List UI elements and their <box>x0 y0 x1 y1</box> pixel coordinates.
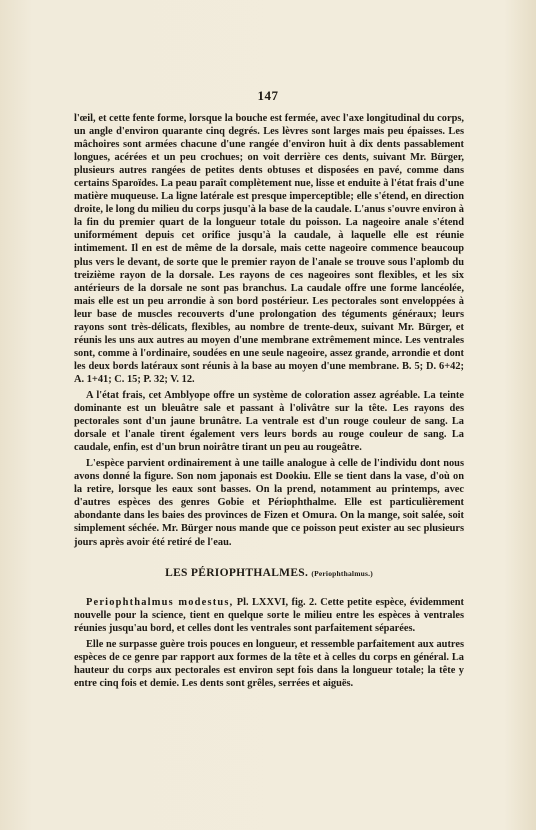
species-name: Periophthalmus modestus, <box>86 596 234 608</box>
section-heading-main: LES PÉRIOPHTHALMES. <box>165 566 309 579</box>
paragraph-species <box>74 596 464 635</box>
page-number: 147 <box>257 88 279 103</box>
paragraph-dimensions: Elle ne surpasse guère trois pouces en longueur, et ressemble parfaitement aux autres espèces de ce genre par rapport aux formes de la tête et à celles du corps en général. La hauteur du corps aux pectorales est environ sept fois dans la longueur totale; la tête y entre cinq fois et demie. Les dents sont grêles, serrées et aiguës. <box>74 638 464 689</box>
species-text: Pl. LXXVI, fig. 2. Cette petite espèce, évidemment nouvelle pour la science, tient en quelque sorte le milieu entre les espèces à ventrales réunies jusqu'au bord, et celles dont les ventrales sont parfaitement séparées. <box>74 596 464 634</box>
section-heading-latin: (Periophthalmus.) <box>311 568 373 578</box>
paragraph-description: l'œil, et cette fente forme, lorsque la bouche est fermée, avec l'axe longitudinal du corps, un angle d'environ quarante cinq degrés. Les lèvres sont larges mais peu épaisses. Les mâchoires sont armées chacune d'une rangée d'environ huit à dix dents passablement longues, acérées et un peu crochues; on voit derrière ces dents, suivant Mr. Bürger, plusieurs autres rangées de petites dents obtuses et disposées en pavé, comme dans certains Sparoïdes. La peau paraît complètement nue, lisse et enduite à l'état frais d'une matière muqueuse. La ligne latérale est presque imperceptible; elle s'étend, en direction droite, le long du milieu du corps jusqu'à la base de la caudale. L'anus s'ouvre environ à la fin du premier quart de la longueur totale du poisson. La nageoire anale s'étend uniformément depuis cet orifice jusqu'à la caudale, à laquelle elle est réunie intimement. Il en est de même de la dorsale, mais cette nageoire commence beaucoup plus vers le devant, de sorte que le premier rayon de l'anale se trouve sous l'aplomb du treizième rayon de la dorsale. Les rayons de ces nageoires sont flexibles, et les six antérieurs de la dorsale ne sont pas branchus. La caudale offre une forme lancéolée, mais elle est un peu arrondie à son bord postérieur. Les pectorales sont enveloppées à leur base de muscles recouverts d'une prolongation des téguments généraux; leurs rayons sont très-délicats, flexibles, au nombre de trente-deux, suivant Mr. Bürger, et réunis les uns aux autres au moyen d'une membrane extrêmement mince. Les ventrales sont, comme à l'ordinaire, soudées en une seule nageoire, assez grande, arrondie et dont les deux bords latéraux sont réunis à la base au moyen d'une membrane. B. 5; D. 6+42; A. 1+41; C. 15; P. 32; V. 12. <box>74 113 464 385</box>
paragraph-coloration: A l'état frais, cet Amblyope offre un système de coloration assez agréable. La teinte dominante est un bleuâtre sale et passant à l'olivâtre sur la tête. Les rayons des pectorales sont d'un jaune brunâtre. La ventrale est d'un rouge couleur de sang. La dorsale et l'anale tirent également vers leurs bords au rouge couleur de sang. La caudale, enfin, est d'un brun noirâtre tirant un peu au rougeâtre. <box>74 389 464 454</box>
paragraph-habitat: L'espèce parvient ordinairement à une taille analogue à celle de l'individu dont nous avons donné la figure. Son nom japonais est Dookiu. Elle se tient dans la vase, d'où on la retire, lorsque les eaux sont basses. On la prend, notamment au printemps, avec d'autres espèces des genres Gobie et Périophthalme. Elle est particulièrement abondante dans les baies des provinces de Fizen et Omura. On la mange, soit salée, soit simplement séchée. Mr. Bürger nous mande que ce poisson peut exister au sec plusieurs jours après avoir été retiré de l'eau. <box>74 458 464 548</box>
page-body <box>74 112 464 690</box>
section-heading <box>74 567 464 580</box>
